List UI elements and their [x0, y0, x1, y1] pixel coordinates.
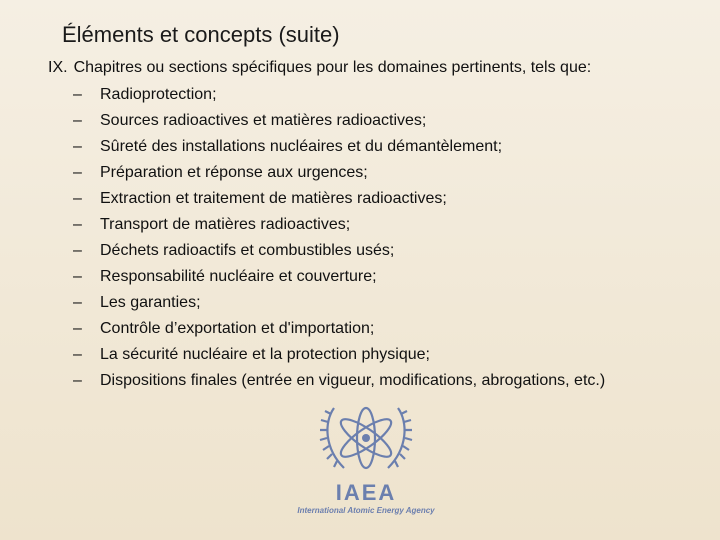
list-item-text: Dispositions finales (entrée en vigueur, modifications, abrogations, etc.)	[100, 372, 606, 389]
list-item	[73, 319, 605, 345]
list-item-text: Les garanties;	[100, 294, 201, 311]
bullet-dash: –	[73, 372, 82, 389]
bullet-dash: –	[73, 190, 82, 207]
list-item	[73, 111, 605, 137]
list-item-text: Sûreté des installations nucléaires et du démantèlement;	[100, 138, 503, 155]
section-heading	[48, 59, 591, 77]
logo-acronym: IAEA	[335, 480, 397, 505]
list-item-text: Radioprotection;	[100, 86, 217, 103]
list-item	[73, 215, 605, 241]
list-item	[73, 267, 605, 293]
section-text: Chapitres ou sections spécifiques pour les domaines pertinents, tels que:	[73, 59, 592, 76]
list-item-text: Déchets radioactifs et combustibles usés;	[100, 242, 395, 259]
bullet-dash: –	[73, 346, 82, 363]
bullet-dash: –	[73, 268, 82, 285]
list-item-text: La sécurité nucléaire et la protection physique;	[100, 346, 430, 363]
bullet-dash: –	[73, 242, 82, 259]
logo-organization-name: International Atomic Energy Agency	[297, 506, 435, 515]
list-item-text: Transport de matières radioactives;	[100, 216, 351, 233]
list-item-text: Extraction et traitement de matières radioactives;	[100, 190, 447, 207]
list-item	[73, 163, 605, 189]
slide-title: Éléments et concepts (suite)	[62, 22, 340, 47]
bullet-dash: –	[73, 164, 82, 181]
list-item	[73, 371, 605, 397]
list-item	[73, 241, 605, 267]
list-item-text: Contrôle d’exportation et d'importation;	[100, 320, 375, 337]
bullet-dash: –	[73, 294, 82, 311]
bullet-dash: –	[73, 320, 82, 337]
list-item	[73, 189, 605, 215]
list-item	[73, 137, 605, 163]
list-item	[73, 85, 605, 111]
list-item-text: Responsabilité nucléaire et couverture;	[100, 268, 377, 285]
bullet-dash: –	[73, 112, 82, 129]
list-item-text: Sources radioactives et matières radioactives;	[100, 112, 427, 129]
list-item-text: Préparation et réponse aux urgences;	[100, 164, 368, 181]
iaea-emblem-icon	[286, 398, 446, 480]
bullet-dash: –	[73, 216, 82, 233]
bullet-dash: –	[73, 138, 82, 155]
bullet-dash: –	[73, 86, 82, 103]
section-number: IX.	[48, 59, 68, 76]
list-item	[73, 345, 605, 371]
bullet-list	[73, 85, 605, 397]
iaea-logo	[286, 398, 446, 520]
list-item	[73, 293, 605, 319]
